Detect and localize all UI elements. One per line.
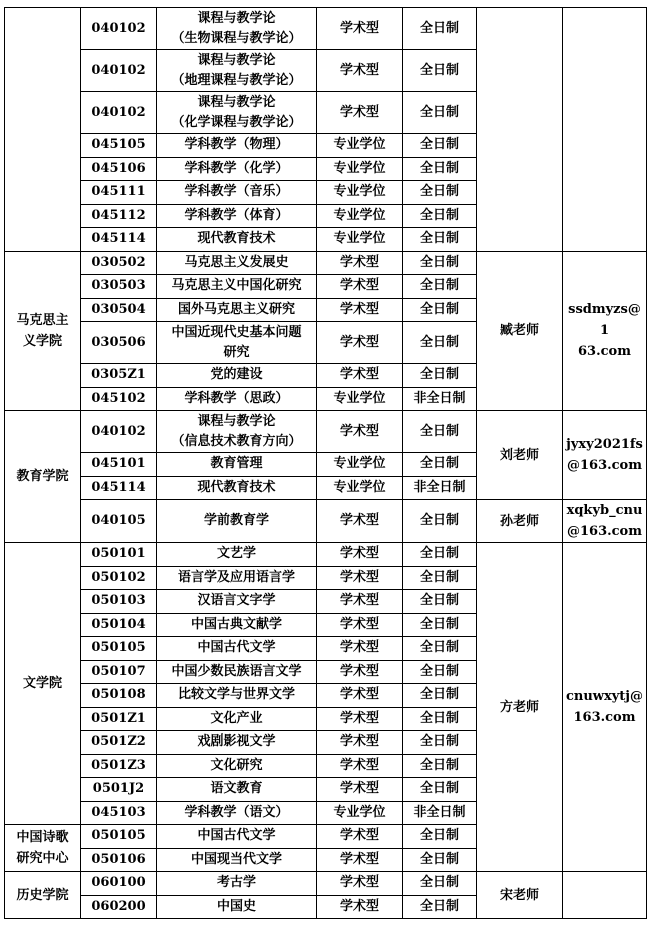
college-name: 中国诗歌 xyxy=(16,830,69,845)
program-name-line: 现代教育技术 xyxy=(197,479,276,495)
study-mode: 全日制 xyxy=(403,566,477,590)
program-code: 050105 xyxy=(81,825,157,849)
study-mode: 全日制 xyxy=(403,825,477,849)
program-name xyxy=(157,801,317,825)
email-address-line: 163.com xyxy=(573,710,636,725)
program-code: 050107 xyxy=(81,660,157,684)
study-mode: 全日制 xyxy=(403,684,477,708)
program-name xyxy=(157,453,317,477)
degree-type: 专业学位 xyxy=(317,476,403,500)
study-mode: 全日制 xyxy=(403,50,477,92)
study-mode: 全日制 xyxy=(403,543,477,567)
college-name: 教育学院 xyxy=(16,469,69,484)
program-code: 060100 xyxy=(81,872,157,896)
program-code: 050108 xyxy=(81,684,157,708)
table-row xyxy=(5,8,647,50)
study-mode: 全日制 xyxy=(403,228,477,252)
program-name xyxy=(157,411,317,453)
program-name-line: （地理课程与教学论） xyxy=(171,72,302,88)
program-name-line: 课程与教学论 xyxy=(197,94,276,110)
study-mode: 全日制 xyxy=(403,298,477,322)
program-name xyxy=(157,157,317,181)
program-code: 060200 xyxy=(81,895,157,919)
program-name-line: 国外马克思主义研究 xyxy=(177,301,295,317)
degree-type: 学术型 xyxy=(317,660,403,684)
program-name-line: 课程与教学论 xyxy=(197,10,276,26)
program-name-line: 学科教学（物理） xyxy=(184,137,289,153)
program-name-line: 比较文学与世界文学 xyxy=(177,687,295,703)
program-name-line: 中国现当代文学 xyxy=(190,851,282,867)
email-address-line: jyxy2021fs xyxy=(566,437,643,452)
degree-type: 专业学位 xyxy=(317,181,403,205)
study-mode: 全日制 xyxy=(403,590,477,614)
degree-type: 学术型 xyxy=(317,590,403,614)
program-code: 030502 xyxy=(81,251,157,275)
study-mode: 全日制 xyxy=(403,500,477,543)
program-name xyxy=(157,204,317,228)
study-mode: 全日制 xyxy=(403,134,477,158)
email-address-line: @163.com xyxy=(566,458,642,473)
program-code: 0501Z1 xyxy=(81,707,157,731)
email-address-line: 63.com xyxy=(578,344,631,360)
study-mode: 全日制 xyxy=(403,322,477,364)
program-name xyxy=(157,251,317,275)
degree-type: 学术型 xyxy=(317,637,403,661)
contact-name: 宋老师 xyxy=(499,887,539,903)
contact-name: 孙老师 xyxy=(499,513,539,529)
contact-name: 方老师 xyxy=(499,699,539,715)
contact-cell xyxy=(477,411,563,500)
program-name-line: 语文教育 xyxy=(210,781,263,797)
program-code: 045114 xyxy=(81,228,157,252)
degree-type: 学术型 xyxy=(317,872,403,896)
degree-type: 学术型 xyxy=(317,298,403,322)
degree-type: 专业学位 xyxy=(317,453,403,477)
study-mode: 全日制 xyxy=(403,204,477,228)
program-name-line: 文艺学 xyxy=(216,546,256,562)
degree-type: 学术型 xyxy=(317,778,403,802)
degree-type: 专业学位 xyxy=(317,134,403,158)
contact-cell xyxy=(477,872,563,919)
degree-type: 学术型 xyxy=(317,613,403,637)
contact-cell xyxy=(477,251,563,411)
study-mode: 非全日制 xyxy=(403,476,477,500)
program-name-line: 学科教学（化学） xyxy=(184,160,289,176)
program-name xyxy=(157,134,317,158)
program-code: 045112 xyxy=(81,204,157,228)
degree-type: 学术型 xyxy=(317,322,403,364)
study-mode: 非全日制 xyxy=(403,801,477,825)
degree-type: 学术型 xyxy=(317,566,403,590)
college-cell xyxy=(5,825,81,872)
study-mode: 全日制 xyxy=(403,364,477,388)
program-name xyxy=(157,476,317,500)
degree-type: 专业学位 xyxy=(317,801,403,825)
program-code: 045103 xyxy=(81,801,157,825)
contact-cell xyxy=(477,8,563,252)
program-name xyxy=(157,50,317,92)
study-mode: 全日制 xyxy=(403,251,477,275)
study-mode: 全日制 xyxy=(403,731,477,755)
degree-type: 学术型 xyxy=(317,500,403,543)
program-code: 045105 xyxy=(81,134,157,158)
program-name-line: 课程与教学论 xyxy=(197,52,276,68)
study-mode: 全日制 xyxy=(403,660,477,684)
program-code: 045102 xyxy=(81,387,157,411)
program-name-line: 研究 xyxy=(223,344,250,360)
study-mode: 全日制 xyxy=(403,848,477,872)
program-name-line: 中国古典文献学 xyxy=(190,616,282,632)
program-code: 040102 xyxy=(81,8,157,50)
college-cell xyxy=(5,411,81,543)
degree-type: 学术型 xyxy=(317,543,403,567)
program-name-line: 考古学 xyxy=(216,875,256,891)
program-code: 030503 xyxy=(81,275,157,299)
program-code: 045106 xyxy=(81,157,157,181)
program-name-line: 中国古代文学 xyxy=(197,640,276,656)
program-code: 040102 xyxy=(81,92,157,134)
study-mode: 非全日制 xyxy=(403,387,477,411)
program-name xyxy=(157,275,317,299)
degree-type: 学术型 xyxy=(317,411,403,453)
degree-type: 学术型 xyxy=(317,754,403,778)
degree-type: 学术型 xyxy=(317,825,403,849)
study-mode: 全日制 xyxy=(403,92,477,134)
program-code: 030506 xyxy=(81,322,157,364)
program-code: 050102 xyxy=(81,566,157,590)
program-name xyxy=(157,754,317,778)
email-cell xyxy=(563,543,647,872)
program-name xyxy=(157,181,317,205)
program-code: 045111 xyxy=(81,181,157,205)
college-name: 研究中心 xyxy=(16,851,69,866)
program-code: 045114 xyxy=(81,476,157,500)
program-name-line: 语言学及应用语言学 xyxy=(177,569,295,585)
study-mode: 全日制 xyxy=(403,895,477,919)
program-name-line: 学科教学（音乐） xyxy=(184,184,289,200)
program-table-body xyxy=(5,8,647,919)
college-cell xyxy=(5,251,81,411)
college-name: 义学院 xyxy=(22,333,62,349)
program-name xyxy=(157,872,317,896)
program-name-line: 马克思主义中国化研究 xyxy=(171,278,302,294)
contact-cell xyxy=(477,500,563,543)
program-name xyxy=(157,778,317,802)
degree-type: 学术型 xyxy=(317,8,403,50)
degree-type: 学术型 xyxy=(317,50,403,92)
program-code: 040105 xyxy=(81,500,157,543)
college-cell xyxy=(5,8,81,252)
program-table xyxy=(4,7,647,919)
degree-type: 学术型 xyxy=(317,707,403,731)
program-name-line: 中国史 xyxy=(216,898,256,914)
table-row xyxy=(5,543,647,567)
program-name-line: 戏剧影视文学 xyxy=(197,734,276,750)
program-name-line: 中国少数民族语言文学 xyxy=(171,663,302,679)
study-mode: 全日制 xyxy=(403,613,477,637)
college-cell xyxy=(5,543,81,825)
table-row xyxy=(5,251,647,275)
college-cell xyxy=(5,872,81,919)
study-mode: 全日制 xyxy=(403,157,477,181)
program-name xyxy=(157,322,317,364)
program-code: 0501J2 xyxy=(81,778,157,802)
degree-type: 学术型 xyxy=(317,895,403,919)
degree-type: 学术型 xyxy=(317,251,403,275)
study-mode: 全日制 xyxy=(403,181,477,205)
program-name-line: （信息技术教育方向） xyxy=(171,433,302,449)
college-name: 历史学院 xyxy=(16,887,69,903)
program-code: 0305Z1 xyxy=(81,364,157,388)
degree-type: 学术型 xyxy=(317,275,403,299)
program-code: 050103 xyxy=(81,590,157,614)
degree-type: 学术型 xyxy=(317,364,403,388)
program-name-line: 学前教育学 xyxy=(203,513,269,528)
program-name xyxy=(157,387,317,411)
study-mode: 全日制 xyxy=(403,453,477,477)
table-row xyxy=(5,872,647,896)
email-cell xyxy=(563,8,647,252)
program-code: 045101 xyxy=(81,453,157,477)
email-address-line: ssdmyzs@1 xyxy=(568,302,641,339)
program-name xyxy=(157,613,317,637)
program-name-line: 教育管理 xyxy=(210,456,263,472)
program-name xyxy=(157,92,317,134)
program-name-line: 学科教学（体育） xyxy=(184,207,289,223)
program-name-line: 文化产业 xyxy=(210,710,263,726)
program-name-line: 中国近现代史基本问题 xyxy=(171,324,302,340)
program-name xyxy=(157,298,317,322)
degree-type: 学术型 xyxy=(317,848,403,872)
study-mode: 全日制 xyxy=(403,872,477,896)
study-mode: 全日制 xyxy=(403,707,477,731)
program-name xyxy=(157,684,317,708)
study-mode: 全日制 xyxy=(403,778,477,802)
program-name xyxy=(157,707,317,731)
program-name-line: 党的建设 xyxy=(210,367,263,383)
study-mode: 全日制 xyxy=(403,637,477,661)
program-code: 0501Z3 xyxy=(81,754,157,778)
degree-type: 专业学位 xyxy=(317,387,403,411)
program-code: 050101 xyxy=(81,543,157,567)
program-name-line: 汉语言文字学 xyxy=(197,593,276,609)
degree-type: 学术型 xyxy=(317,684,403,708)
program-name xyxy=(157,500,317,543)
contact-name: 臧老师 xyxy=(499,323,539,339)
program-name xyxy=(157,364,317,388)
study-mode: 全日制 xyxy=(403,275,477,299)
contact-cell xyxy=(477,543,563,872)
program-code: 040102 xyxy=(81,411,157,453)
program-name xyxy=(157,731,317,755)
program-name-line: （化学课程与教学论） xyxy=(171,114,302,130)
program-name-line: 课程与教学论 xyxy=(197,413,276,429)
table-row xyxy=(5,500,647,543)
email-address-line: cnuwxytj@ xyxy=(565,689,644,704)
contact-name: 刘老师 xyxy=(499,447,539,463)
email-cell xyxy=(563,251,647,411)
program-name-line: 学科教学（思政） xyxy=(184,390,289,406)
program-name-line: 中国古代文学 xyxy=(197,828,276,844)
email-cell xyxy=(563,500,647,543)
degree-type: 学术型 xyxy=(317,731,403,755)
program-name xyxy=(157,566,317,590)
program-name xyxy=(157,825,317,849)
program-code: 0501Z2 xyxy=(81,731,157,755)
program-code: 030504 xyxy=(81,298,157,322)
program-name-line: （生物课程与教学论） xyxy=(171,30,302,46)
program-name-line: 现代教育技术 xyxy=(197,231,276,247)
program-name-line: 马克思主义发展史 xyxy=(184,254,289,270)
study-mode: 全日制 xyxy=(403,411,477,453)
program-name xyxy=(157,637,317,661)
program-name-line: 学科教学（语文） xyxy=(184,804,289,820)
email-cell xyxy=(563,872,647,919)
degree-type: 专业学位 xyxy=(317,157,403,181)
program-name xyxy=(157,660,317,684)
program-name-line: 文化研究 xyxy=(210,757,263,773)
degree-type: 专业学位 xyxy=(317,204,403,228)
degree-type: 专业学位 xyxy=(317,228,403,252)
program-code: 040102 xyxy=(81,50,157,92)
program-name xyxy=(157,590,317,614)
study-mode: 全日制 xyxy=(403,8,477,50)
table-row xyxy=(5,411,647,453)
degree-type: 学术型 xyxy=(317,92,403,134)
program-code: 050105 xyxy=(81,637,157,661)
program-name xyxy=(157,8,317,50)
program-code: 050104 xyxy=(81,613,157,637)
study-mode: 全日制 xyxy=(403,754,477,778)
program-name xyxy=(157,895,317,919)
program-name xyxy=(157,848,317,872)
college-name: 文学院 xyxy=(22,676,62,691)
email-address-line: xqkyb_cnu xyxy=(566,503,643,518)
program-name xyxy=(157,228,317,252)
program-code: 050106 xyxy=(81,848,157,872)
college-name: 马克思主 xyxy=(16,312,69,328)
program-name xyxy=(157,543,317,567)
email-address-line: @163.com xyxy=(566,524,642,539)
email-cell xyxy=(563,411,647,500)
